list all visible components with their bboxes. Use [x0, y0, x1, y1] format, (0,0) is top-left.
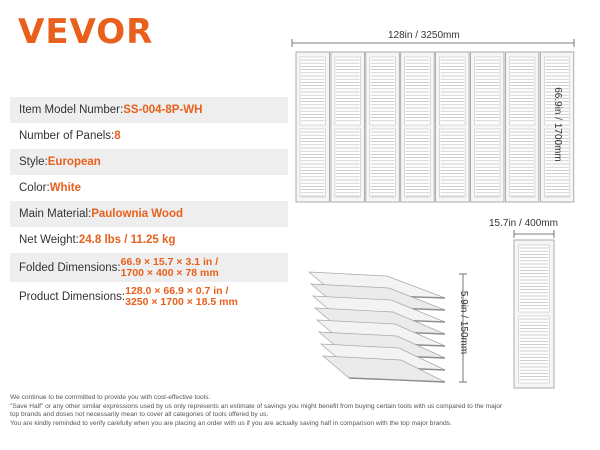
spec-value: 24.8 lbs / 11.25 kg [78, 234, 176, 246]
spec-row-material [10, 201, 288, 227]
screen-panel [401, 52, 435, 202]
louver-section [300, 57, 325, 125]
louver-section [405, 129, 430, 197]
spec-value-line: 1700 × 400 × 78 mm [120, 266, 219, 279]
screen-panel [436, 52, 470, 202]
folded-stack-image [295, 258, 475, 390]
spec-label: Folded Dimensions: [19, 261, 121, 274]
louver-section [335, 57, 360, 125]
louver-section [370, 129, 395, 197]
width-label: 128in / 3250mm [388, 30, 460, 41]
spec-value: 8 [114, 130, 121, 142]
spec-row-model [10, 97, 288, 123]
louver-section [519, 316, 549, 383]
louver-section [440, 129, 465, 197]
spec-value: SS-004-8P-WH [123, 104, 203, 116]
spec-value [125, 286, 238, 308]
louver-section [475, 129, 500, 197]
spec-row-style [10, 149, 288, 175]
spec-value [121, 257, 219, 279]
screen-panel [505, 52, 539, 202]
louver-section [509, 57, 534, 125]
panel-width-label: 15.7in / 400mm [489, 218, 558, 229]
single-panel [514, 240, 554, 388]
spec-value-line: 66.9 × 15.7 × 3.1 in / [120, 255, 219, 268]
spec-label: Item Model Number: [19, 104, 124, 116]
spec-label: Net Weight: [19, 234, 79, 246]
louver-section [335, 129, 360, 197]
screen-panel [471, 52, 505, 202]
height-label: 66.9in / 1700mm [551, 87, 563, 162]
disclaimer-line: You are kindly reminded to verify carefully when you are placing an order with us if you are actually saving half in comparison with the top major brands. [10, 419, 452, 427]
louver-section [300, 129, 325, 197]
louver-section [475, 57, 500, 125]
louver-section [509, 129, 534, 197]
spec-row-weight [10, 227, 288, 253]
spec-value: Paulownia Wood [91, 208, 184, 220]
spec-row-panels [10, 123, 288, 149]
spec-label: Product Dimensions: [19, 290, 126, 303]
screen-panel [366, 52, 400, 202]
louver-section [519, 245, 549, 312]
spec-row-color [10, 175, 288, 201]
vevor-logo: VEVOR [18, 12, 154, 52]
spec-label: Main Material: [19, 208, 92, 220]
spec-value-line: 3250 × 1700 × 18.5 mm [125, 295, 238, 308]
spec-row-folded-dimensions [10, 253, 288, 282]
louver-section [370, 57, 395, 125]
spec-label: Number of Panels: [19, 130, 115, 142]
disclaimer-line: top brands and doses not necessarily mean to cover all categories of tools offered by us. [10, 411, 269, 419]
folded-panel-stack [309, 272, 445, 382]
spec-label: Style: [19, 156, 48, 168]
spec-label: Color: [19, 182, 50, 194]
spec-value: White [49, 182, 81, 194]
louver-section [405, 57, 430, 125]
screen-panel [331, 52, 365, 202]
screen-panels [296, 52, 574, 202]
disclaimer-line: "Save Half" or any other similar expressions used by us only represents an estimate of savings you might benefit from buying certain tools with us compared to the major [10, 402, 503, 410]
spec-row-product-dimensions [10, 282, 288, 311]
louver-section [440, 57, 465, 125]
screen-panel [296, 52, 330, 202]
single-panel-diagram [500, 220, 570, 390]
disclaimer-line: We continue to be committed to provide you with cost-effective tools. [10, 394, 211, 401]
spec-value-line: 128.0 × 66.9 × 0.7 in / [125, 284, 229, 297]
stack-height-label: 5.9in / 150mm [458, 290, 470, 355]
spec-value: European [47, 156, 101, 168]
unfolded-screen-diagram [288, 30, 588, 210]
spec-table [10, 97, 288, 311]
disclaimer-text [10, 394, 595, 428]
